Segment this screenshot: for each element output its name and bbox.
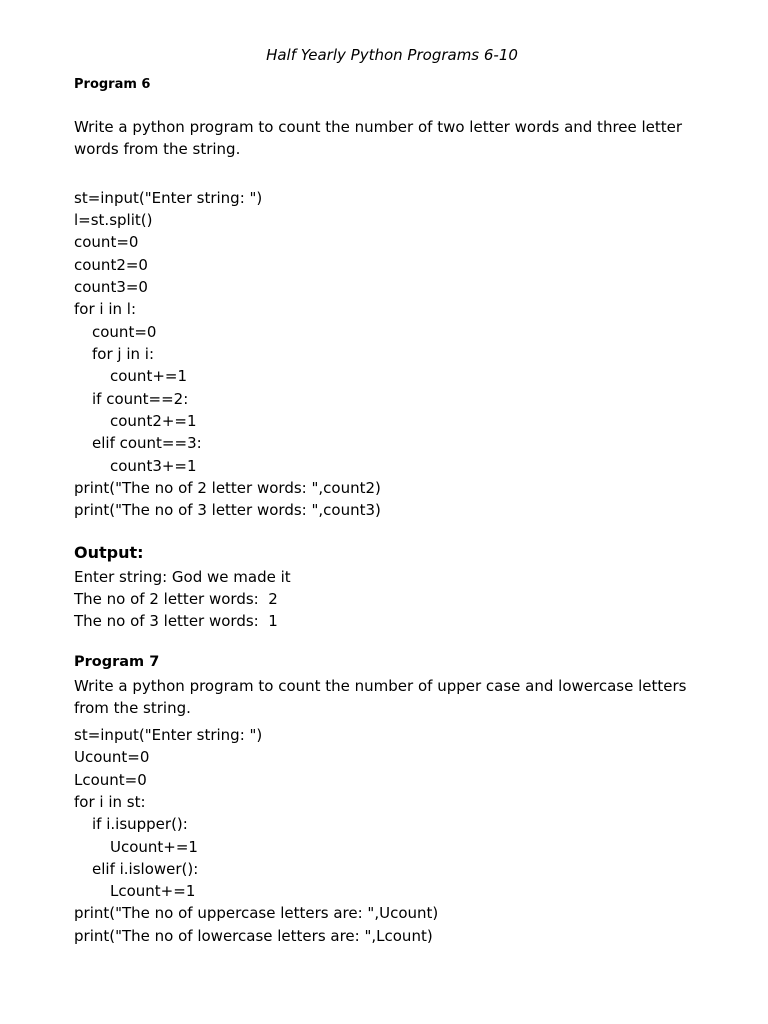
code-line: Ucount+=1 [110, 838, 198, 856]
code-line: for i in l: [74, 300, 136, 318]
code-line: print("The no of 2 letter words: ",count2) [74, 479, 381, 497]
output-line: The no of 2 letter words: 2 [74, 590, 278, 608]
code-line: st=input("Enter string: ") [74, 726, 263, 744]
code-line: l=st.split() [74, 211, 153, 229]
code-line: st=input("Enter string: ") [74, 189, 263, 207]
code-line: Lcount=0 [74, 771, 147, 789]
code-line: elif count==3: [92, 434, 202, 452]
code-line: count=0 [74, 233, 139, 251]
code-line: count3+=1 [110, 457, 197, 475]
code-line: for j in i: [92, 345, 154, 363]
code-line: Ucount=0 [74, 748, 150, 766]
page-title: Half Yearly Python Programs 6-10 [266, 46, 518, 64]
code-line: if i.isupper(): [92, 815, 188, 833]
code-line: for i in st: [74, 793, 146, 811]
code-line: elif i.islower(): [92, 860, 199, 878]
code-line: Lcount+=1 [110, 882, 196, 900]
program-7-heading: Program 7 [74, 654, 160, 670]
code-line: print("The no of uppercase letters are: ",Ucount) [74, 904, 439, 922]
code-line: count=0 [92, 323, 157, 341]
output-heading: Output: [74, 543, 144, 562]
code-line: print("The no of 3 letter words: ",count3) [74, 501, 381, 519]
code-line: print("The no of lowercase letters are: ",Lcount) [74, 927, 433, 945]
program-6-description: Write a python program to count the number of two letter words and three letter words from the string. [74, 118, 683, 158]
code-line: count3=0 [74, 278, 148, 296]
program-6-heading: Program 6 [74, 77, 151, 92]
code-line: count+=1 [110, 367, 187, 385]
code-line: count2+=1 [110, 412, 197, 430]
output-line: The no of 3 letter words: 1 [74, 612, 278, 630]
output-line: Enter string: God we made it [74, 568, 291, 586]
program-7-description: Write a python program to count the number of upper case and lowercase letters from the string. [74, 677, 687, 717]
code-line: count2=0 [74, 256, 148, 274]
code-line: if count==2: [92, 390, 189, 408]
